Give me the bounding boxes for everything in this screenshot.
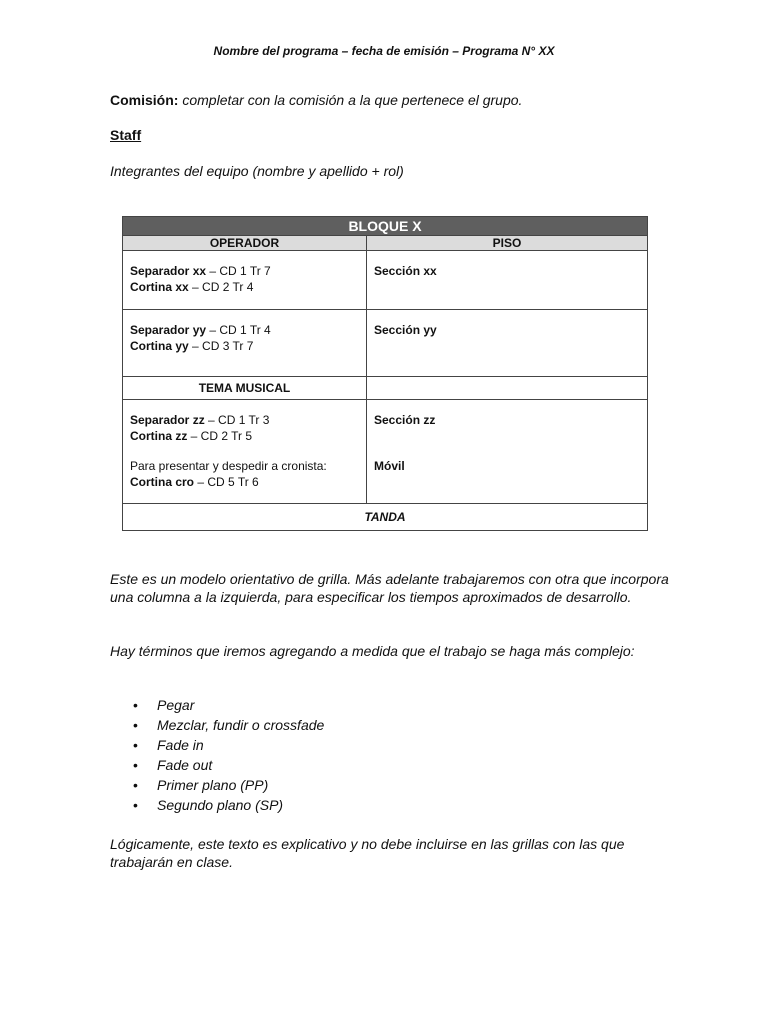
list-item: • Fade in [133, 737, 204, 753]
table-row [123, 310, 648, 377]
comision-value: completar con la comisión a la que pertenece el grupo. [182, 92, 523, 108]
table-row [123, 251, 648, 310]
bullet-icon: • [133, 757, 138, 773]
separador-line: Separador yy – CD 1 Tr 4 [130, 323, 271, 337]
empty-cell [367, 377, 648, 400]
piso-cell [367, 400, 648, 504]
cortina-line: Cortina yy – CD 3 Tr 7 [130, 339, 254, 353]
paragraph-modelo: Este es un modelo orientativo de grilla. Más adelante trabajaremos con otra que incorpora una columna a la izquierda, para especificar los tiempos aproximados de desarrollo. [110, 571, 669, 605]
tema-musical-cell: TEMA MUSICAL [123, 377, 367, 400]
operador-cell [123, 251, 367, 310]
table-row [123, 400, 648, 504]
document-header: Nombre del programa – fecha de emisión – Programa N° XX [213, 44, 555, 58]
bullet-icon: • [133, 777, 138, 793]
piso-seccion: Sección zz [374, 413, 436, 427]
list-item: • Pegar [133, 697, 195, 713]
list-item: • Mezclar, fundir o crossfade [133, 717, 325, 733]
comision-line [110, 92, 522, 108]
piso-seccion: Sección xx [374, 264, 437, 278]
operador-cell [123, 400, 367, 504]
tanda-cell: TANDA [123, 504, 648, 531]
list-item: • Primer plano (PP) [133, 777, 269, 793]
staff-description: Integrantes del equipo (nombre y apellido + rol) [110, 163, 404, 179]
list-item: • Segundo plano (SP) [133, 797, 284, 813]
operador-cell [123, 310, 367, 377]
paragraph-explicativo: Lógicamente, este texto es explicativo y no debe incluirse en las grillas con las que trabajarán en clase. [110, 836, 625, 870]
comision-label: Comisión: [110, 92, 179, 108]
paragraph-terminos: Hay términos que iremos agregando a medida que el trabajo se haga más complejo: [110, 643, 635, 659]
separador-line: Separador xx – CD 1 Tr 7 [130, 264, 271, 278]
piso-cell [367, 310, 648, 377]
bloque-title: BLOQUE X [123, 217, 648, 236]
piso-seccion: Sección yy [374, 323, 437, 337]
cortina-line: Cortina xx – CD 2 Tr 4 [130, 280, 254, 294]
table-row [123, 377, 648, 400]
staff-heading: Staff [110, 127, 142, 143]
column-header-operador: OPERADOR [123, 236, 367, 251]
bullet-icon: • [133, 697, 138, 713]
program-grid-table [122, 216, 648, 531]
piso-movil: Móvil [374, 459, 405, 473]
bullet-icon: • [133, 717, 138, 733]
cortina-line: Cortina zz – CD 2 Tr 5 [130, 429, 253, 443]
table-row [123, 504, 648, 531]
terms-list [110, 695, 324, 815]
bullet-icon: • [133, 797, 138, 813]
list-item: • Fade out [133, 757, 213, 773]
cronista-note: Para presentar y despedir a cronista: [130, 459, 327, 473]
piso-cell [367, 251, 648, 310]
column-header-piso: PISO [367, 236, 648, 251]
cortina-cro-line: Cortina cro – CD 5 Tr 6 [130, 475, 259, 489]
bullet-icon: • [133, 737, 138, 753]
separador-line: Separador zz – CD 1 Tr 3 [130, 413, 270, 427]
